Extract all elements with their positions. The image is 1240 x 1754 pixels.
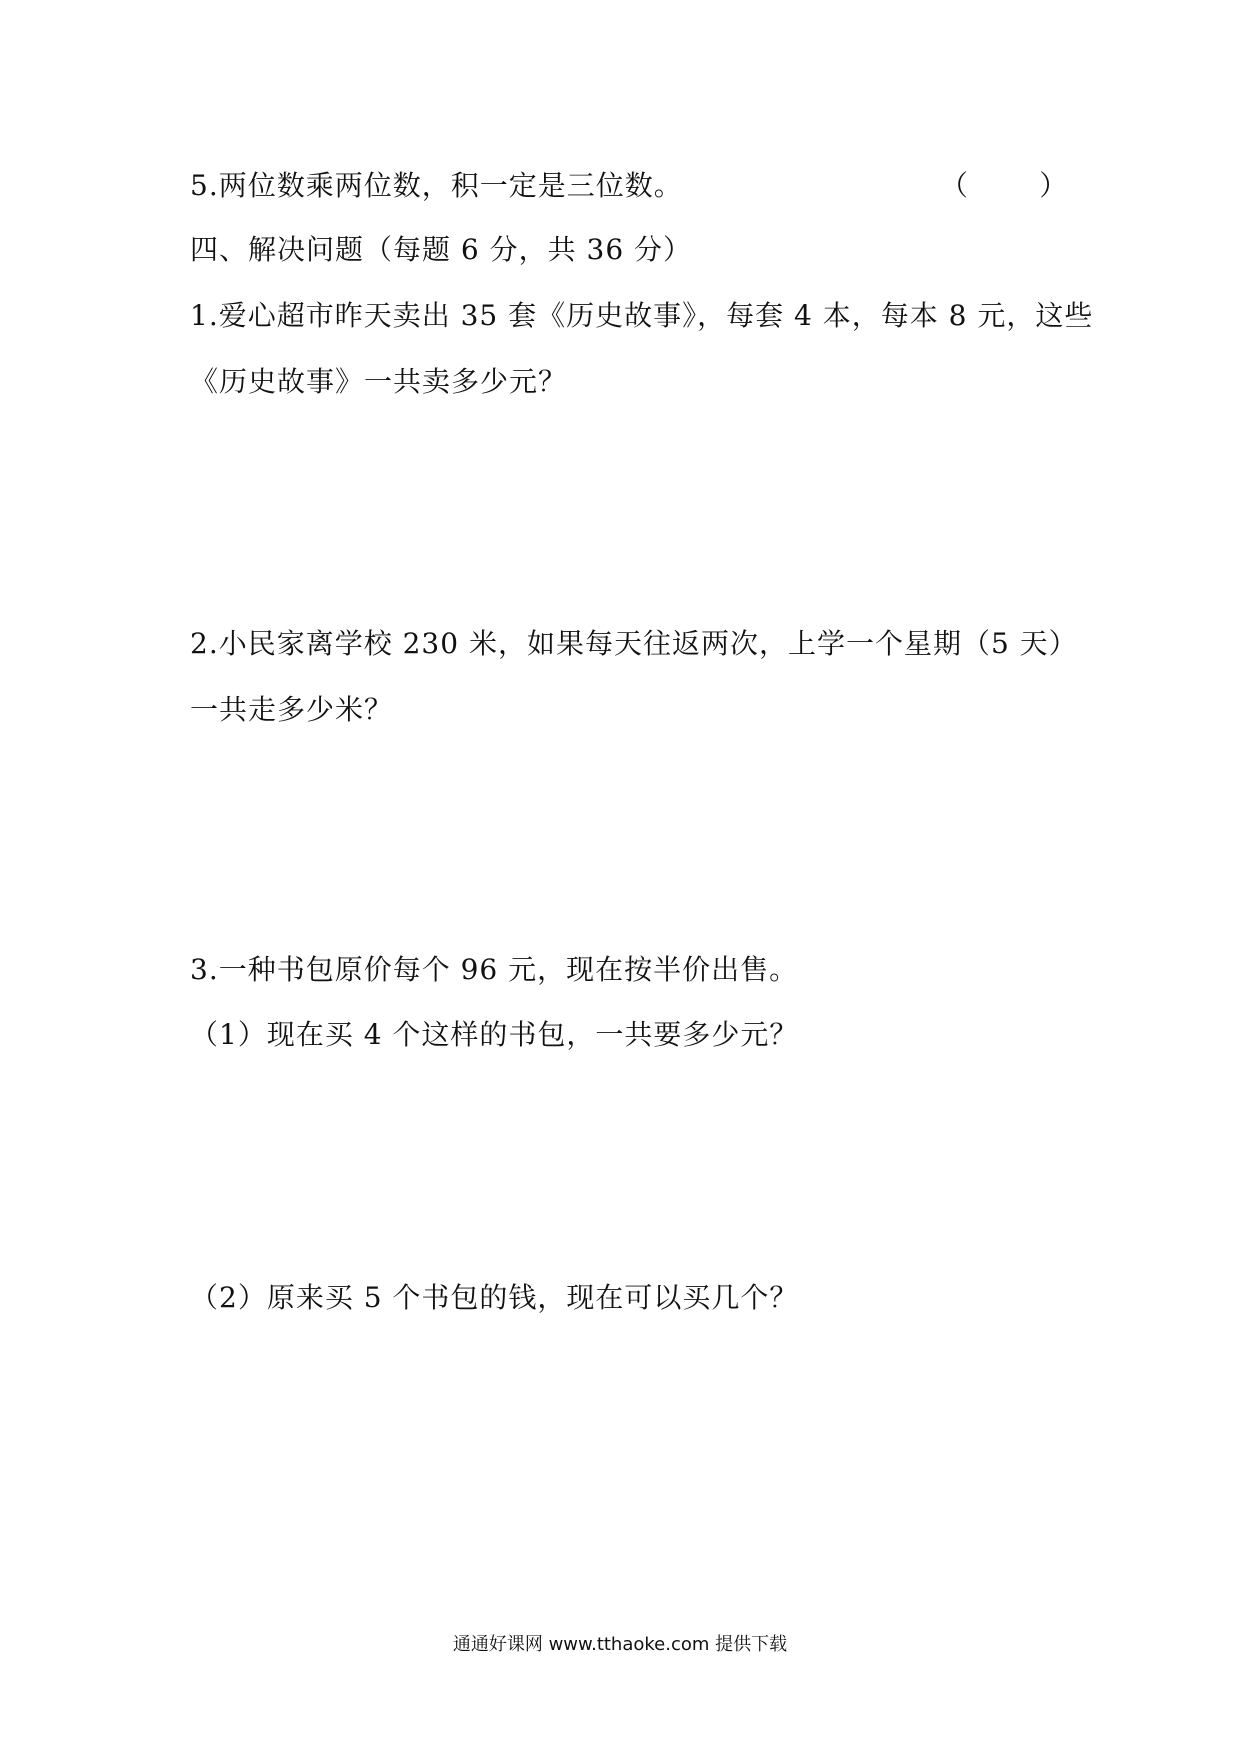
question-5-answer-blank: （ ）	[940, 169, 1068, 202]
problem-2-line-1: 2.小民家离学校 230 米，如果每天往返两次，上学一个星期（5 天）	[190, 627, 1078, 660]
problem-2-line-2: 一共走多少米？	[190, 693, 394, 726]
question-5-text: 5.两位数乘两位数，积一定是三位数。	[190, 169, 683, 202]
problem-3-sub-question-2: （2）原来买 5 个书包的钱，现在可以买几个？	[190, 1281, 799, 1314]
footer-watermark: 通通好课网 www.tthaoke.com 提供下载	[452, 1634, 788, 1655]
problem-3-sub-question-1: （1）现在买 4 个这样的书包，一共要多少元？	[190, 1018, 799, 1051]
section-4-heading: 四、解决问题（每题 6 分，共 36 分）	[190, 233, 693, 266]
problem-1-line-1: 1.爱心超市昨天卖出 35 套《历史故事》，每套 4 本，每本 8 元，这些	[190, 299, 1094, 332]
problem-1-line-2: 《历史故事》一共卖多少元？	[190, 365, 568, 398]
problem-3-line-1: 3.一种书包原价每个 96 元，现在按半价出售。	[190, 953, 799, 986]
